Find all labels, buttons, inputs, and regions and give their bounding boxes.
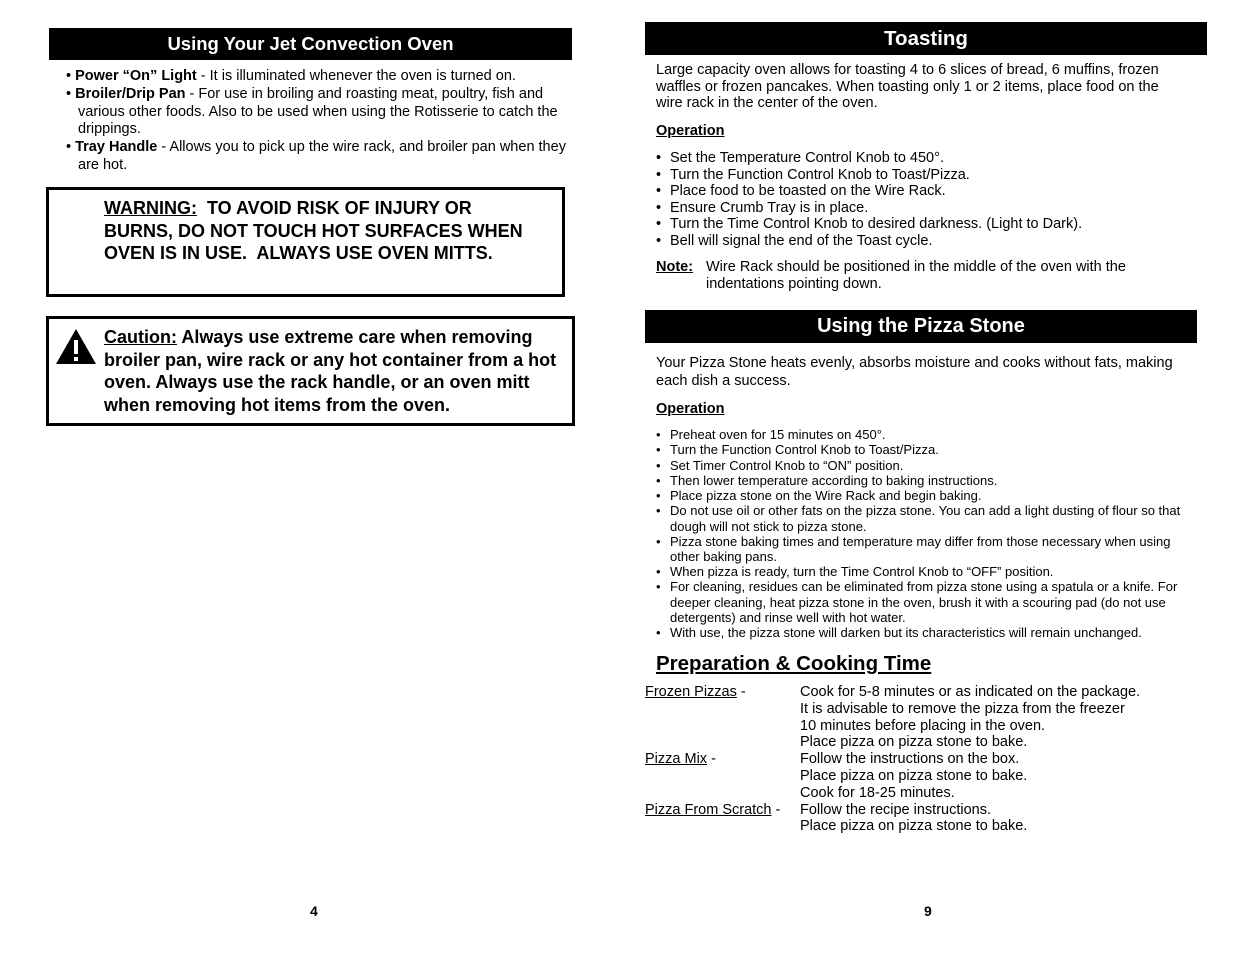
- feature-name: Tray Handle: [75, 139, 158, 156]
- prep-label: Frozen Pizzas -: [645, 684, 746, 700]
- list-item-text: When pizza is ready, turn the Time Control Knob to “OFF” position.: [670, 564, 1054, 580]
- warning-triangle-icon: [55, 328, 97, 366]
- warning-body: TO AVOID RISK OF INJURY OR BURNS, DO NOT TOUCH HOT SURFACES WHEN OVEN IS IN USE. ALWAYS USE OVEN MITTS.: [104, 198, 528, 263]
- toasting-steps: [656, 150, 1196, 250]
- feature-item: • Power “On” Light - It is illuminated whenever the oven is turned on.: [66, 68, 516, 84]
- list-item-text: Bell will signal the end of the Toast cycle.: [670, 232, 933, 249]
- list-item-text: Turn the Time Control Knob to desired darkness. (Light to Dark).: [670, 216, 1083, 233]
- toasting-operation-label: Operation: [656, 123, 725, 139]
- prep-row: [645, 751, 1205, 801]
- prep-line: Follow the instructions on the box.: [800, 751, 1020, 768]
- prep-row: [645, 684, 1205, 751]
- note-text: Wire Rack should be positioned in the middle of the oven with the indentations pointing down.: [706, 259, 1126, 292]
- feature-name: Power “On” Light: [75, 68, 197, 84]
- section-heading-pizza-stone: Using the Pizza Stone: [645, 310, 1197, 343]
- list-item: • Set the Temperature Control Knob to 450°.: [656, 150, 944, 166]
- list-item: • For cleaning, residues can be eliminated from pizza stone using a spatula or a knife. For deeper cleaning, heat pizza stone in the oven, brush it with a scouring pad (do not use detergents) and rinse well with hot water.: [656, 579, 1178, 625]
- list-item-text: Place pizza stone on the Wire Rack and begin baking.: [670, 488, 982, 504]
- list-item: • Place pizza stone on the Wire Rack and begin baking.: [656, 488, 982, 504]
- prep-lines: [800, 802, 1027, 836]
- list-item-text: Preheat oven for 15 minutes on 450°.: [670, 427, 886, 442]
- warning-label: WARNING:: [104, 198, 197, 218]
- prep-row: [645, 802, 1205, 836]
- prep-line: Cook for 18-25 minutes.: [800, 784, 955, 801]
- list-item-text: Pizza stone baking times and temperature may differ from those necessary when using other baking pans.: [670, 533, 1171, 564]
- caution-label: Caution:: [104, 327, 177, 347]
- prep-table: [645, 684, 1205, 836]
- list-item: • When pizza is ready, turn the Time Control Knob to “OFF” position.: [656, 564, 1054, 580]
- feature-item: • Tray Handle - Allows you to pick up the wire rack, and broiler pan when they are hot.: [66, 139, 566, 173]
- list-item: • Do not use oil or other fats on the pizza stone. You can add a light dusting of flour so that dough will not stick to pizza stone.: [656, 503, 1181, 534]
- prep-line: Place pizza on pizza stone to bake.: [800, 734, 1028, 751]
- list-item: • Ensure Crumb Tray is in place.: [656, 199, 869, 216]
- feature-name: Broiler/Drip Pan: [75, 85, 186, 102]
- prep-line: 10 minutes before placing in the oven.: [800, 717, 1046, 734]
- list-item-text: Do not use oil or other fats on the pizza stone. You can add a light dusting of flour so that dough will not stick to pizza stone.: [670, 503, 1181, 534]
- prep-label: Pizza From Scratch -: [645, 801, 781, 818]
- prep-lines: [800, 684, 1140, 751]
- list-item-text: Ensure Crumb Tray is in place.: [670, 199, 869, 216]
- pizza-steps: [656, 427, 1201, 640]
- list-item: • Turn the Function Control Knob to Toast/Pizza.: [656, 166, 970, 183]
- caution-text: [104, 326, 559, 416]
- list-item-text: Turn the Function Control Knob to Toast/Pizza.: [670, 442, 939, 458]
- feature-text: - Allows you to pick up the wire rack, and broiler pan when they are hot.: [78, 139, 566, 173]
- pizza-intro: Your Pizza Stone heats evenly, absorbs moisture and cooks without fats, making each dish a success.: [656, 355, 1173, 389]
- list-item-text: Place food to be toasted on the Wire Rack.: [670, 183, 946, 200]
- list-item-text: Then lower temperature according to baking instructions.: [670, 472, 998, 488]
- list-item: • Pizza stone baking times and temperature may differ from those necessary when using other baking pans.: [656, 533, 1171, 564]
- pizza-operation-label: Operation: [656, 401, 725, 417]
- prep-line: Follow the recipe instructions.: [800, 801, 991, 818]
- list-item-text: For cleaning, residues can be eliminated from pizza stone using a spatula or a knife. For deeper cleaning, heat pizza stone in the oven, brush it with a scouring pad (do not use detergents) and rinse well with hot water.: [670, 579, 1178, 625]
- list-item: • Turn the Function Control Knob to Toast/Pizza.: [656, 442, 939, 458]
- list-item: • Preheat oven for 15 minutes on 450°.: [656, 427, 886, 442]
- list-item: • Then lower temperature according to baking instructions.: [656, 472, 998, 488]
- toasting-intro: Large capacity oven allows for toasting 4 to 6 slices of bread, 6 muffins, frozen waffles or frozen pancakes. When toasting only 1 or 2 items, place food on the wire rack in the center of the oven.: [656, 62, 1159, 112]
- prep-line: Cook for 5-8 minutes or as indicated on the package.: [800, 684, 1141, 700]
- list-item: • Set Timer Control Knob to “ON” position.: [656, 457, 904, 473]
- list-item: • Turn the Time Control Knob to desired darkness. (Light to Dark).: [656, 216, 1083, 233]
- list-item-text: Set Timer Control Knob to “ON” position.: [670, 457, 904, 473]
- prep-line: It is advisable to remove the pizza from the freezer: [800, 700, 1125, 717]
- note-label: Note:: [656, 259, 694, 275]
- list-item-text: With use, the pizza stone will darken but its characteristics will remain unchanged.: [670, 624, 1142, 640]
- prep-line: Place pizza on pizza stone to bake.: [800, 767, 1028, 784]
- feature-list: [57, 68, 573, 175]
- section-heading-convection-oven: Using Your Jet Convection Oven: [49, 28, 572, 60]
- feature-text: - It is illuminated whenever the oven is turned on.: [196, 68, 516, 84]
- prep-lines: [800, 751, 1027, 801]
- caution-body: Always use extreme care when removing broiler pan, wire rack or any hot container from a hot oven. Always use the rack handle, or an oven mitt when removing hot items from the oven.: [104, 327, 557, 415]
- list-item: • Place food to be toasted on the Wire Rack.: [656, 183, 946, 200]
- list-item-text: Turn the Function Control Knob to Toast/Pizza.: [670, 166, 970, 183]
- feature-text: - For use in broiling and roasting meat, poultry, fish and various other foods. Also to be used when using the Rotisserie to catch the drippings.: [78, 85, 558, 138]
- prep-label: Pizza Mix -: [645, 751, 716, 768]
- feature-item: • Broiler/Drip Pan - For use in broiling and roasting meat, poultry, fish and various other foods. Also to be used when using the Rotisserie to catch the drippings.: [66, 85, 558, 138]
- list-item: • With use, the pizza stone will darken but its characteristics will remain unchanged.: [656, 624, 1142, 640]
- prep-line: Place pizza on pizza stone to bake.: [800, 818, 1028, 835]
- warning-text: [104, 197, 544, 265]
- page-number-right: 9: [924, 903, 932, 919]
- prep-heading: Preparation & Cooking Time: [656, 652, 932, 675]
- toasting-note: [656, 259, 1146, 292]
- list-item-text: Set the Temperature Control Knob to 450°.: [670, 150, 944, 166]
- list-item: • Bell will signal the end of the Toast cycle.: [656, 232, 933, 249]
- page-number-left: 4: [310, 903, 318, 919]
- section-heading-toasting: Toasting: [645, 22, 1207, 55]
